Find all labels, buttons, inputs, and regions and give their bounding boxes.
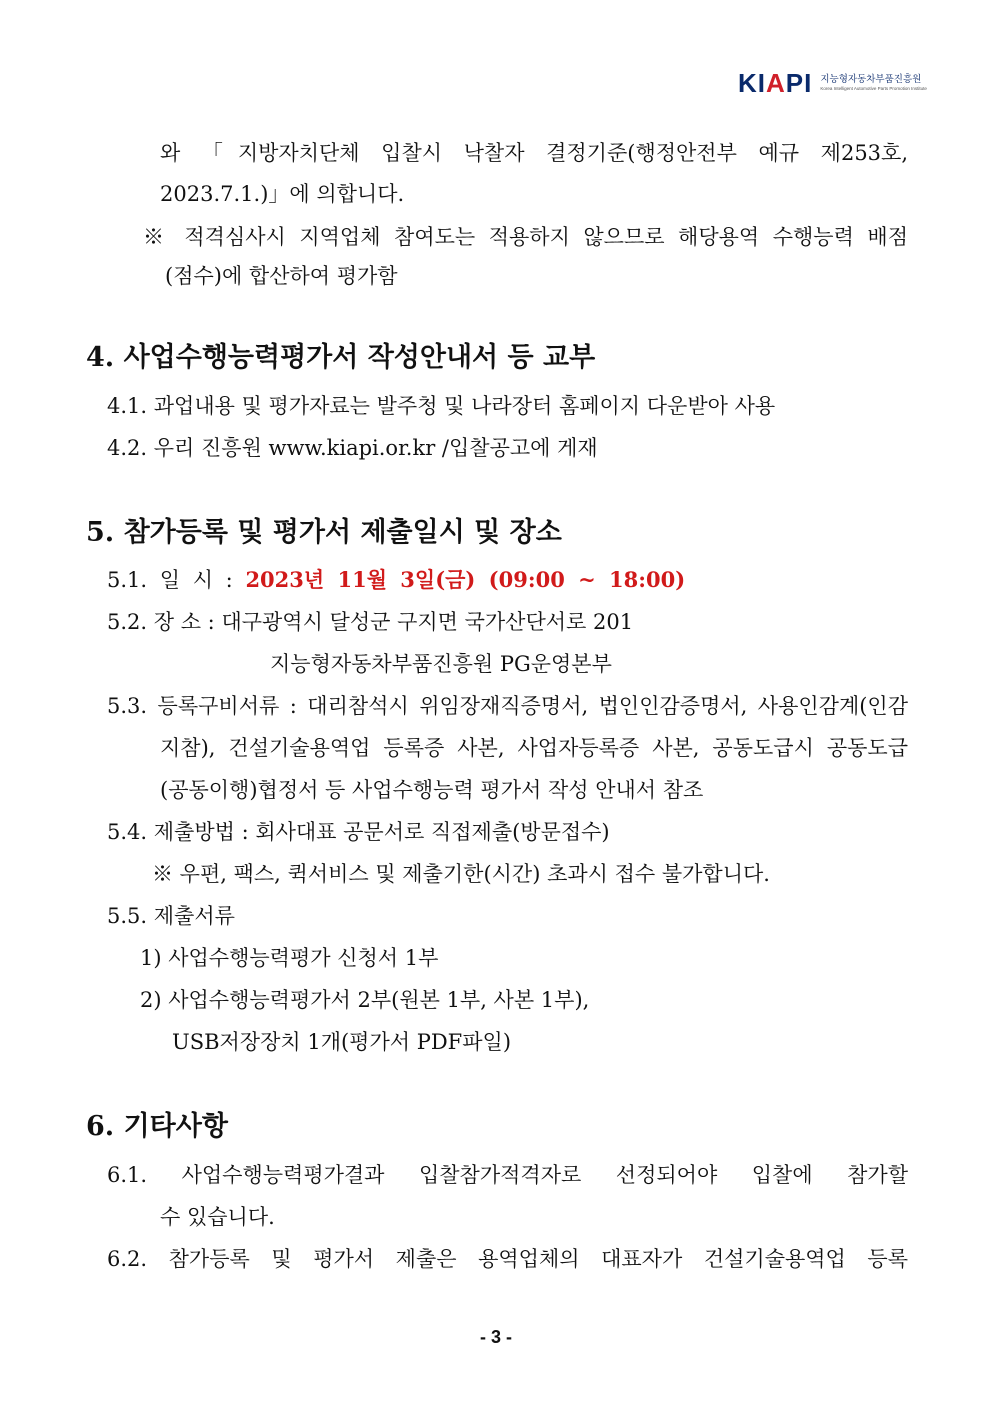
submit-doc-1: 1) 사업수행능력평가 신청서 1부 (140, 946, 439, 970)
section-6-heading: 6. 기타사항 (86, 1111, 228, 1142)
section-6-item-1b: 수 있습니다. (160, 1205, 275, 1229)
logo-org-ko: 지능형자동차부품진흥원 (820, 74, 922, 85)
date-value: 2023년 11월 3일(금) (09:00 ~ 18:00) (245, 567, 686, 592)
intro-note-1: ※ 적격심사시 지역업체 참여도는 적용하지 않으므로 해당용역 수행능력 배점 (143, 225, 908, 249)
intro-line-2: 2023.7.1.)」에 의합니다. (160, 182, 405, 206)
section-6-item-1a: 6.1. 사업수행능력평가결과 입찰참가적격자로 선정되어야 입찰에 참가할 (107, 1163, 908, 1187)
place-label: 5.2. 장 소 : (107, 610, 215, 634)
date-label: 5.1. 일 시 : (107, 568, 233, 592)
logo-mark-accent: A (766, 67, 786, 98)
logo-mark: KIAPI (738, 67, 813, 98)
intro-line-1: 와 「지방자치단체 입찰시 낙찰자 결정기준(행정안전부 예규 제253호, (160, 141, 908, 165)
section-5-date-row (107, 566, 685, 594)
section-5-heading: 5. 참가등록 및 평가서 제출일시 및 장소 (86, 517, 562, 548)
section-6-item-2: 6.2. 참가등록 및 평가서 제출은 용역업체의 대표자가 건설기술용역업 등록 (107, 1247, 908, 1271)
section-4-item-2: 4.2. 우리 진흥원 www.kiapi.or.kr /입찰공고에 게재 (107, 436, 598, 460)
section-4-item-1: 4.1. 과업내용 및 평가자료는 발주청 및 나라장터 홈페이지 다운받아 사용 (107, 394, 776, 418)
submit-method-note: ※ 우편, 팩스, 퀵서비스 및 제출기한(시간) 초과시 접수 불가합니다. (152, 862, 770, 886)
submit-doc-2b: USB저장장치 1개(평가서 PDF파일) (172, 1030, 512, 1054)
submit-docs-title: 5.5. 제출서류 (107, 904, 235, 928)
docs-line-3: (공동이행)협정서 등 사업수행능력 평가서 작성 안내서 참조 (160, 778, 704, 802)
submit-method: 5.4. 제출방법 : 회사대표 공문서로 직접제출(방문접수) (107, 820, 610, 844)
logo-org-en: Korea Intelligent Automotive Parts Promotion Institute (820, 85, 927, 91)
kiapi-logo (738, 68, 927, 98)
section-4-heading: 4. 사업수행능력평가서 작성안내서 등 교부 (86, 342, 596, 373)
place-value-2: 지능형자동차부품진흥원 PG운영본부 (270, 652, 612, 676)
place-value-1: 대구광역시 달성군 구지면 국가산단서로 201 (221, 610, 634, 634)
page-number: - 3 - (479, 1327, 512, 1347)
submit-doc-2a: 2) 사업수행능력평가서 2부(원본 1부, 사본 1부), (140, 988, 590, 1012)
docs-line-1: 5.3. 등록구비서류 : 대리참석시 위임장재직증명서, 법인인감증명서, 사용인감계(인감 (107, 694, 908, 718)
docs-line-2: 지참), 건설기술용역업 등록증 사본, 사업자등록증 사본, 공동도급시 공동도급 (160, 736, 908, 760)
intro-note-2: (점수)에 합산하여 평가함 (165, 264, 398, 288)
logo-text (820, 75, 927, 91)
section-5-place-row (107, 608, 633, 636)
